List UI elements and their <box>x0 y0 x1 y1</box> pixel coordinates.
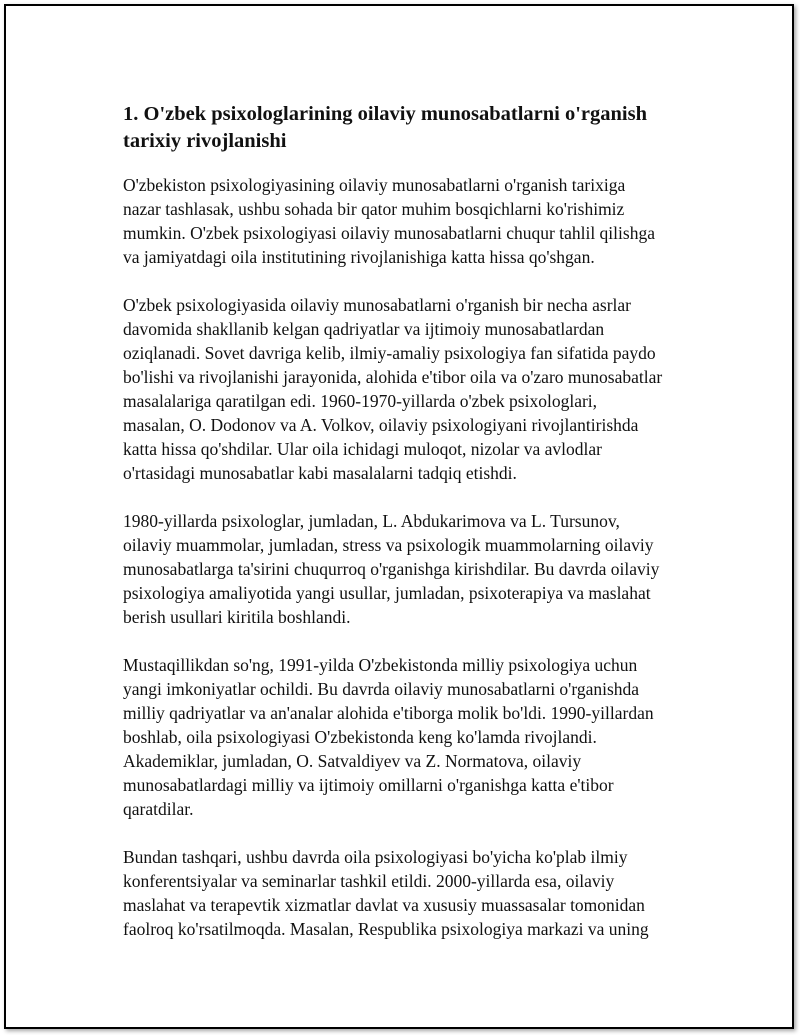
text-line: masalalariga qaratilgan edi. 1960-1970-yillarda o'zbek psixologlari, <box>123 391 598 411</box>
text-line: masalan, O. Dodonov va A. Volkov, oilaviy psixologiyani rivojlantirishda <box>123 415 639 435</box>
text-line: munosabatlardagi milliy va ijtimoiy omillarni o'rganishga katta e'tibor <box>123 775 614 795</box>
paragraph-soviet-era <box>123 293 698 485</box>
text-line: va jamiyatdagi oila institutining rivojlanishiga katta hissa qo'shgan. <box>123 247 595 267</box>
text-line: O'zbekiston psixologiyasining oilaviy munosabatlarni o'rganish tarixiga <box>123 175 626 195</box>
text-line: oziqlanadi. Sovet davriga kelib, ilmiy-amaliy psixologiya fan sifatida paydo <box>123 343 656 363</box>
text-line: yangi imkoniyatlar ochildi. Bu davrda oilaviy munosabatlarni o'rganishda <box>123 679 640 699</box>
paragraph-1980s <box>123 509 698 629</box>
text-line: Mustaqillikdan so'ng, 1991-yilda O'zbekistonda milliy psixologiya uchun <box>123 655 638 675</box>
text-line: Bundan tashqari, ushbu davrda oila psixologiyasi bo'yicha ko'plab ilmiy <box>123 847 628 867</box>
text-line: 1980-yillarda psixologlar, jumladan, L. Abdukarimova va L. Tursunov, <box>123 511 620 531</box>
paragraph-intro <box>123 173 698 269</box>
text-line: konferentsiyalar va seminarlar tashkil etildi. 2000-yillarda esa, oilaviy <box>123 871 615 891</box>
text-line: oilaviy muammolar, jumladan, stress va psixologik muammolarning oilaviy <box>123 535 654 555</box>
text-line: bo'lishi va rivojlanishi jarayonida, alohida e'tibor oila va o'zaro munosabatlar <box>123 367 663 387</box>
text-line: nazar tashlasak, ushbu sohada bir qator muhim bosqichlarni ko'rishimiz <box>123 199 625 219</box>
heading-line: 1. O'zbek psixologlarining oilaviy munosabatlarni o'rganish <box>123 103 647 125</box>
heading-line: tarixiy rivojlanishi <box>123 130 287 152</box>
text-line: faolroq ko'rsatilmoqda. Masalan, Respublika psixologiya markazi va uning <box>123 919 649 939</box>
text-line: berish usullari kiritila boshlandi. <box>123 607 351 627</box>
document-body <box>123 101 698 965</box>
text-line: O'zbek psixologiyasida oilaviy munosabatlarni o'rganish bir necha asrlar <box>123 295 632 315</box>
text-line: qaratdilar. <box>123 799 194 819</box>
paragraph-independence <box>123 653 698 821</box>
text-line: psixologiya amaliyotida yangi usullar, jumladan, psixoterapiya va maslahat <box>123 583 651 603</box>
text-line: Akademiklar, jumladan, O. Satvaldiyev va Z. Normatova, oilaviy <box>123 751 582 771</box>
paragraph-conferences <box>123 845 698 941</box>
text-line: maslahat va terapevtik xizmatlar davlat va xususiy muassasalar tomonidan <box>123 895 645 915</box>
text-line: mumkin. O'zbek psixologiyasi oilaviy munosabatlarni chuqur tahlil qilishga <box>123 223 655 243</box>
text-line: davomida shakllanib kelgan qadriyatlar va ijtimoiy munosabatlardan <box>123 319 605 339</box>
text-line: munosabatlarga ta'sirini chuqurroq o'rganishga kirishdilar. Bu davrda oilaviy <box>123 559 660 579</box>
text-line: milliy qadriyatlar va an'analar alohida e'tiborga molik bo'ldi. 1990-yillardan <box>123 703 654 723</box>
section-heading <box>123 101 698 155</box>
document-page <box>4 4 794 1029</box>
text-line: katta hissa qo'shdilar. Ular oila ichidagi muloqot, nizolar va avlodlar <box>123 439 602 459</box>
text-line: o'rtasidagi munosabatlar kabi masalalarni tadqiq etishdi. <box>123 463 517 483</box>
text-line: boshlab, oila psixologiyasi O'zbekistonda keng ko'lamda rivojlandi. <box>123 727 597 747</box>
